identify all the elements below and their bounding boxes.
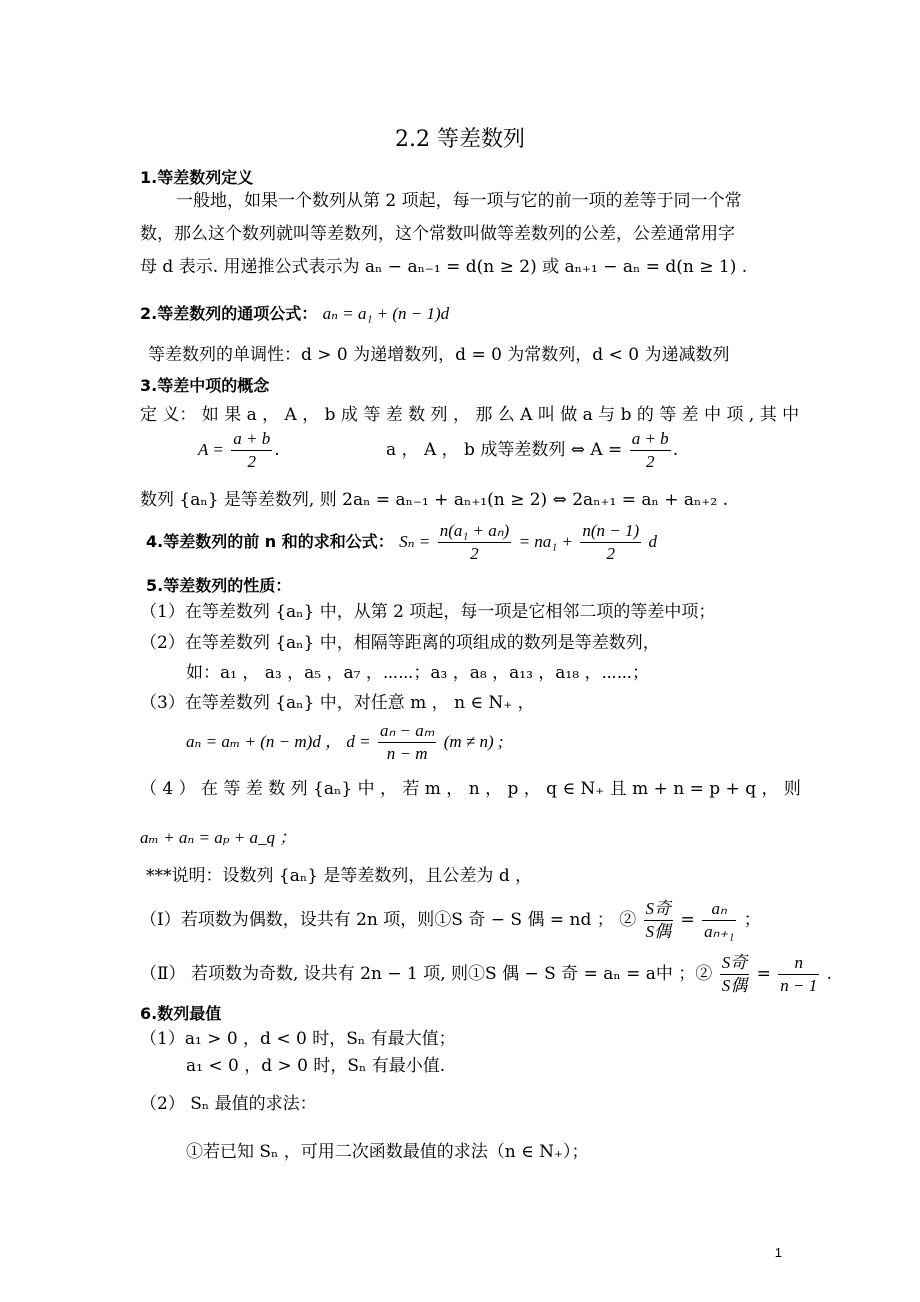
p3-denominator: n − m bbox=[386, 744, 428, 763]
f1-denominator: 2 bbox=[247, 452, 256, 471]
case-odd-left: （Ⅱ） 若项数为奇数, 设共有 2n − 1 项, 则①S 偶 − S 奇 = aₙ = a中 ；② bbox=[140, 964, 713, 984]
general-term-formula: aₙ = a₁ + (n − 1)d bbox=[322, 304, 450, 323]
p3-fraction bbox=[378, 720, 436, 765]
c1-num: S奇 bbox=[644, 898, 674, 921]
f1-numerator: a + b bbox=[231, 428, 272, 451]
sum-den-1: 2 bbox=[470, 544, 479, 563]
section-6-heading: 6.数列最值 bbox=[140, 1004, 222, 1023]
section-2-heading: 2.等差数列的通项公式： bbox=[140, 304, 318, 323]
middle-term-formula-2: a ， A ， b 成等差数列 ⇔ A = $\frac{a + b}{2}$ . bbox=[386, 429, 679, 471]
case-odd-fraction-2 bbox=[778, 952, 819, 997]
case-even-fraction-2 bbox=[702, 898, 736, 943]
case-even bbox=[140, 898, 761, 943]
sum-mid: = na₁ + bbox=[518, 532, 573, 551]
f1-left: A = bbox=[198, 440, 224, 459]
extreme-case-2: a₁ < 0 ，d > 0 时，Sₙ 有最小值. bbox=[186, 1056, 446, 1076]
f2-left: a ， A ， b 成等差数列 ⇔ A = bbox=[386, 440, 623, 460]
c2-tail: . bbox=[826, 964, 833, 984]
p3-numerator: aₙ − aₘ bbox=[378, 720, 436, 743]
p3-tail: (m ≠ n) ; bbox=[443, 732, 504, 751]
c2-eq: = bbox=[756, 964, 771, 984]
c2-num: S奇 bbox=[720, 952, 750, 975]
f1-fraction bbox=[231, 428, 272, 473]
section-4-line bbox=[146, 520, 657, 565]
s1-paragraph-line-2: 数，那么这个数列就叫等差数列，这个常数叫做等差数列的公差，公差通常用字 bbox=[140, 224, 735, 244]
sum-fraction-2 bbox=[580, 520, 641, 565]
monotonicity-line: 等差数列的单调性：d > 0 为递增数列，d = 0 为常数列，d < 0 为递减数列 bbox=[148, 345, 730, 365]
s1-paragraph-line-1: 一般地，如果一个数列从第 2 项起，每一项与它的前一项的差等于同一个常 bbox=[176, 191, 742, 211]
property-2-example: 如：a₁ ， a₃ ，a₅ ，a₇ ，⋯⋯；a₃ ，a₈ ，a₁₃ ，a₁₈ ，⋯⋯； bbox=[186, 663, 650, 683]
sum-tail: d bbox=[648, 532, 658, 551]
c1-tail: ； bbox=[743, 910, 761, 930]
case-even-left: （Ⅰ）若项数为偶数，设共有 2n 项，则①S 奇 − S 偶 = nd ； ② bbox=[140, 910, 637, 930]
extreme-case-1: （1）a₁ > 0 ，d < 0 时，Sₙ 有最大值； bbox=[140, 1029, 456, 1049]
section-5-heading: 5.等差数列的性质： bbox=[146, 576, 292, 595]
section-2-line bbox=[140, 302, 449, 326]
c1-den2: aₙ₊₁ bbox=[704, 922, 735, 941]
sum-num-1: n(a₁ + aₙ) bbox=[438, 520, 511, 543]
c2-den2: n − 1 bbox=[780, 976, 818, 995]
sum-den-2: 2 bbox=[606, 544, 615, 563]
property-3-formula bbox=[186, 720, 504, 765]
p3-left: aₙ = aₘ + (n − m)d ， d = bbox=[186, 732, 371, 751]
c1-num2: aₙ bbox=[702, 898, 736, 921]
property-1: （1）在等差数列 {aₙ} 中，从第 2 项起，每一项是它相邻二项的等差中项； bbox=[140, 602, 716, 622]
page-title: 2.2 等差数列 bbox=[395, 127, 525, 152]
section-1-heading: 1.等差数列定义 bbox=[140, 168, 254, 187]
section-3-heading: 3.等差中项的概念 bbox=[140, 376, 270, 395]
c2-den: S偶 bbox=[721, 976, 748, 995]
property-2: （2）在等差数列 {aₙ} 中，相隔等距离的项组成的数列是等差数列， bbox=[140, 633, 660, 653]
sum-fraction-1 bbox=[438, 520, 511, 565]
case-odd-fraction-1 bbox=[720, 952, 750, 997]
note-line: ***说明：设数列 {aₙ} 是等差数列，且公差为 d ， bbox=[146, 866, 533, 886]
case-even-fraction-1 bbox=[644, 898, 674, 943]
c2-num2: n bbox=[778, 952, 819, 975]
extreme-method-1: ①若已知 Sₙ ，可用二次函数最值的求法（n ∈ N₊）； bbox=[186, 1142, 589, 1162]
page-number: 1 bbox=[774, 1245, 782, 1260]
property-4-result: aₘ + aₙ = aₚ + a_q ； bbox=[140, 828, 297, 847]
f2-numerator: a + b bbox=[630, 428, 671, 451]
middle-term-formula-1: A = $\frac{a + b}{2}$ . bbox=[198, 429, 280, 471]
sum-num-2: n(n − 1) bbox=[580, 520, 641, 543]
c1-eq: = bbox=[680, 910, 695, 930]
f2-fraction bbox=[630, 428, 671, 473]
f2-denominator: 2 bbox=[645, 452, 655, 471]
c1-den: S偶 bbox=[645, 922, 672, 941]
sum-lhs: Sₙ = bbox=[399, 532, 431, 551]
extreme-method-heading: （2） Sₙ 最值的求法： bbox=[140, 1094, 317, 1114]
property-3: （3）在等差数列 {aₙ} 中，对任意 m ， n ∈ N₊ ， bbox=[140, 693, 535, 713]
middle-term-definition: 定 义： 如 果 a ， A ， b 成 等 差 数 列 ， 那 么 A 叫 做 a 与 b 的 等 差 中 项 , 其 中 bbox=[140, 405, 800, 425]
sequence-condition: 数列 {aₙ} 是等差数列, 则 2aₙ = aₙ₋₁ + aₙ₊₁(n ≥ 2) ⇔ 2aₙ₊₁ = aₙ + aₙ₊₂ . bbox=[140, 490, 729, 510]
section-4-heading: 4.等差数列的前 n 和的求和公式： bbox=[146, 532, 394, 551]
s1-paragraph-line-3: 母 d 表示. 用递推公式表示为 aₙ − aₙ₋₁ = d(n ≥ 2) 或 aₙ₊₁ − aₙ = d(n ≥ 1) . bbox=[140, 257, 748, 277]
property-4: （ 4 ） 在 等 差 数 列 {aₙ} 中 ， 若 m ， n ， p ， q ∈ N₊ 且 m + n = p + q ， 则 bbox=[140, 779, 801, 799]
case-odd bbox=[140, 952, 832, 997]
